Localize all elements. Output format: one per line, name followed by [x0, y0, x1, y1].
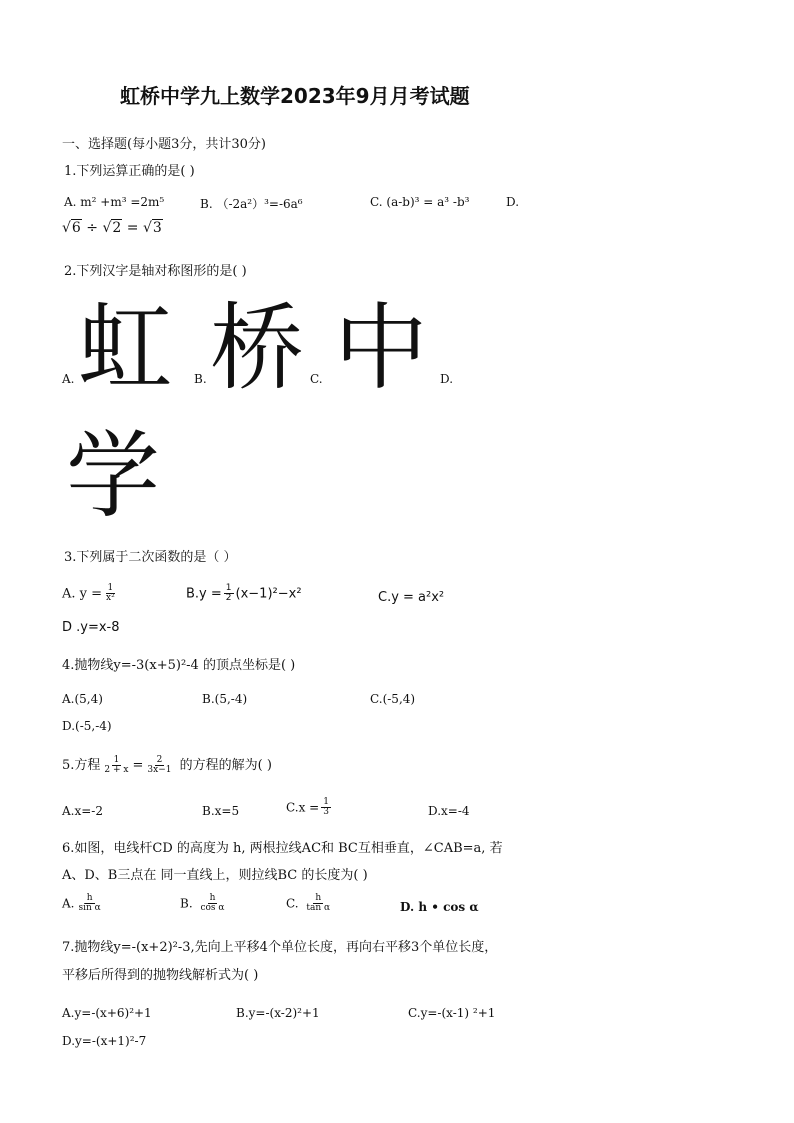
q4-option-d: D.(-5,-4) [62, 719, 112, 733]
q3-stem: 3.下列属于二次函数的是（ ） [64, 550, 237, 565]
q6-stem-line2: A、D、B三点在 同一直线上，则拉线BC 的长度为( ) [62, 868, 368, 883]
q2-char-zhong: 中 [334, 294, 429, 403]
q7-stem-line1: 7.抛物线y=-(x+2)²-3,先向上平移4个单位长度，再向右平移3个单位长度， [62, 940, 498, 955]
q1-option-a: A. m² +m³ =2m⁵ [64, 195, 165, 209]
q5-option-d: D.x=-4 [428, 804, 470, 818]
q4-option-c: C.(-5,4) [370, 692, 416, 706]
q7-option-b: B.y=-(x-2)²+1 [236, 1006, 320, 1020]
q3-option-b: B.y = $\frac{1}{2}$ (x−1)²−x² [186, 583, 302, 604]
q2-char-xue: 学 [66, 422, 161, 531]
q7-option-c: C.y=-(x-1) ²+1 [408, 1006, 496, 1020]
q6-option-d: D. h • cos α [400, 900, 479, 914]
q4-option-b: B.(5,-4) [202, 692, 248, 706]
q2-option-a: A. [62, 372, 75, 386]
q1-option-c: C. (a-b)³ = a³ -b³ [370, 195, 470, 209]
q2-option-c: C. [310, 372, 323, 386]
q5-stem: 5.方程 $\frac{1}{2 + x}$ = $\frac{2}{3x-1}$ 的方程的解为( ) [62, 754, 272, 775]
q5-option-c: C.x = $\frac{1}{3}$ [286, 797, 329, 818]
q6-option-b: B. $\frac{h}{\text{cos α}}$ [180, 893, 225, 914]
q5-option-a: A.x=-2 [62, 804, 103, 818]
q1-option-d-expression: √6 ÷ √2 = √3 [62, 220, 162, 236]
q3-option-d: D .y=x-8 [62, 620, 120, 635]
q2-char-hong: 虹 [78, 294, 173, 403]
q1-stem: 1.下列运算正确的是( ) [64, 164, 195, 179]
q1-option-d: D. [506, 195, 520, 209]
q6-option-c: C. $\frac{h}{\text{tan α}}$ [286, 893, 331, 914]
q6-stem-line1: 6.如图，电线杆CD 的高度为 h, 两根拉线AC和 BC互相垂直，∠CAB=a, 若 [62, 841, 503, 856]
q2-option-b: B. [194, 372, 207, 386]
q5-option-b: B.x=5 [202, 804, 240, 818]
q2-stem: 2.下列汉字是轴对称图形的是( ) [64, 264, 247, 279]
page-title: 虹桥中学九上数学2023年9月月考试题 [120, 84, 470, 108]
q1-option-b: B. （-2a²）³=-6a⁶ [200, 197, 303, 211]
q2-option-d: D. [440, 372, 454, 386]
section-heading: 一、选择题(每小题3分，共计30分) [62, 137, 266, 152]
q4-option-a: A.(5,4) [62, 692, 103, 706]
q4-stem: 4.抛物线y=-3(x+5)²-4 的顶点坐标是( ) [62, 658, 296, 673]
q7-option-a: A.y=-(x+6)²+1 [62, 1006, 152, 1020]
q7-option-d: D.y=-(x+1)²-7 [62, 1034, 147, 1048]
q7-stem-line2: 平移后所得到的抛物线解析式为( ) [62, 968, 259, 983]
q3-option-a: A. y = $\frac{1}{\text{x²}}$ [62, 583, 115, 604]
q2-char-qiao: 桥 [210, 294, 305, 403]
q3-option-c: C.y = a²x² [378, 590, 445, 605]
q6-option-a: A. $\frac{h}{\text{sin α}}$ [62, 893, 101, 914]
